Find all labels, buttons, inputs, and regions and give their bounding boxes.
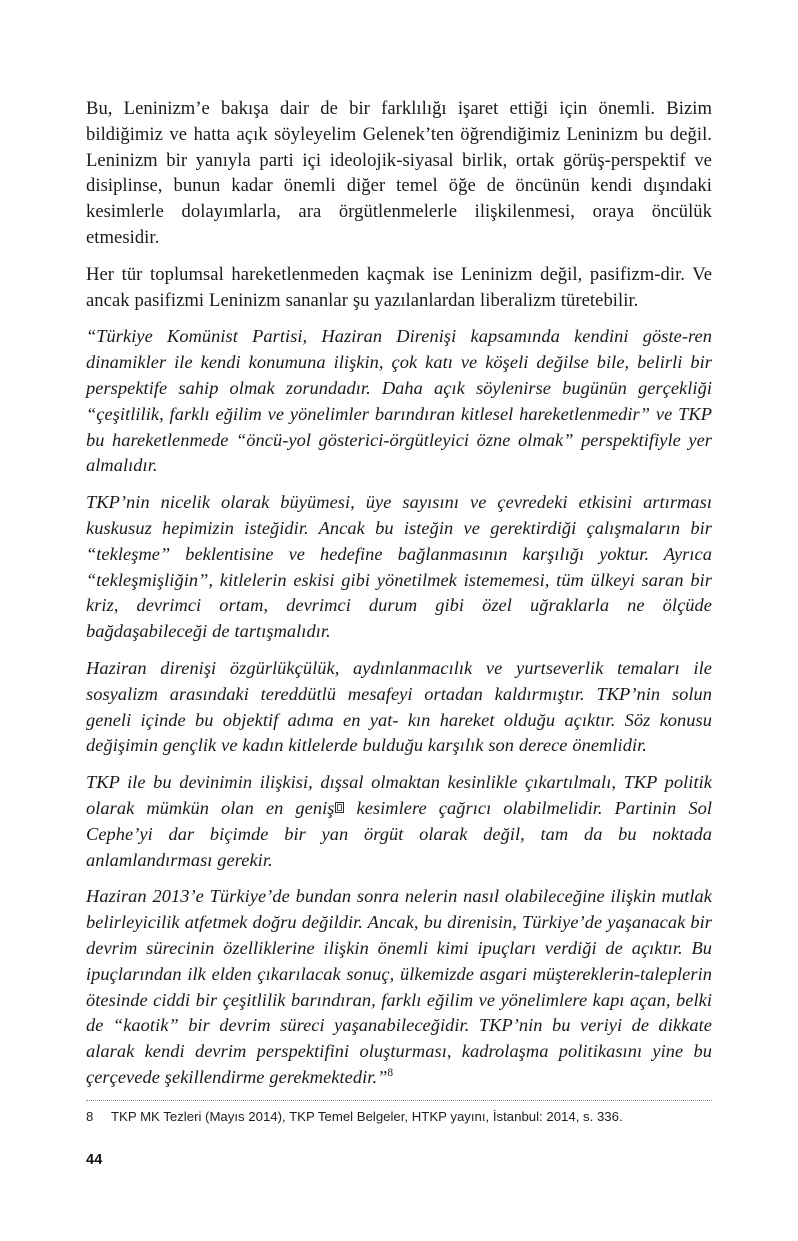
page-body-text	[86, 96, 712, 1091]
footnote-reference-marker[interactable]: 8	[387, 1066, 394, 1079]
quote-paragraph-3: Haziran direnişi özgürlükçülük, aydınlanmacılık ve yurtseverlik temaları ile sosyalizm arasındaki tereddütlü mesafeyi ortadan kaldırmıştır. TKP’nin solun geneli içinde bu objektif adıma en yat- kın hareket olduğu açıktır. Söz konusu değişimin gençlik ve kadın kitlelerde bulduğu karşılık son derece önemlidir.	[86, 657, 712, 756]
paragraph-1: Bu, Leninizm’e bakışa dair de bir farklılığı işaret ettiği için önemli. Bizim bildiğimiz ve hatta açık söyleyelim Gelenek’ten öğrendiğimiz Leninizm bu değil. Leninizm bir yanıyla parti içi ideolojik-siyasal birlik, ortak görüş-perspektif ve disiplinse, bunun kadar önemli diğer temel öğe de öncünün kendi dışındaki kesimlerle dolayımlarla, ara örgütlenmelerle ilişkilenmesi, oraya öncülük etmesidir.	[86, 98, 712, 248]
quote-paragraph-4-before-glyph: TKP ile bu devinimin ilişkisi, dışsal olmaktan kesinlikle çıkartılmalı, TKP politik olarak mümkün olan en geniş	[86, 772, 712, 818]
quote-paragraph-5	[86, 884, 712, 1090]
missing-glyph-icon	[335, 802, 344, 813]
footnote-entry	[86, 1108, 712, 1125]
footnote-separator-rule	[86, 1100, 712, 1102]
quote-paragraph-4-after-glyph: kesimlere çağrıcı olabilmelidir. Partinin Sol Cephe’yi dar biçimde bir yan örgüt olarak değil, tam da bu noktada anlamlandırması gerekir.	[86, 797, 712, 870]
footnote-number: 8	[86, 1109, 94, 1124]
quote-paragraph-1: “Türkiye Komünist Partisi, Haziran Direnişi kapsamında kendini göste-ren dinamikler ile kendi konumuna ilişkin, çok katı ve köşeli değilse bile, belirli bir perspektife sahip olmak zorundadır. Daha açık söylenirse bugünün gerçekliği “çeşitlilik, farklı eğilim ve yönelimler barındıran kitlesel hareketlenmedir” ve TKP bu hareketlenmede “öncü-yol gösterici-örgütleyici özne olmak” perspektifiyle yer almalıdır.	[86, 326, 712, 476]
page-number: 44	[86, 1152, 103, 1168]
quote-paragraph-4	[86, 770, 712, 873]
quote-paragraph-5-text: Haziran 2013’e Türkiye’de bundan sonra nelerin nasıl olabileceğine ilişkin mutlak belirleyicilik atfetmek doğru değildir. Ancak, bu direnisin, Türkiye’de yaşanacak bir devrim sürecinin özelliklerine ilişkin önemli kimi ipuçları verdiği de açıktır. Bu ipuçlarından ilk elden çıkarılacak sonuç, ülkemizde asgari müştereklerin-taleplerin ötesinde ciddi bir çeşitlilik barındıran, farklı eğilim ve yönelimlere kapı açan, belki de “kaotik” bir devrim süreci yaşanabileceğidir. TKP’nin bu veriyi de dikkate alarak kendi devrim perspektifini oluşturması, kadrolaşma politikasını yine bu çerçevede şekillendirme gerekmektedir.”	[86, 886, 712, 1087]
quote-paragraph-2: TKP’nin nicelik olarak büyümesi, üye sayısını ve çevredeki etkisini artırması kuskusuz hepimizin isteğidir. Ancak bu isteğin ve gerektirdiği çalışmaların bir “tekleşme” beklentisine ve hedefine bağlanmasının karşılığı yoktur. Ayrıca “tekleşmişliğin”, kitlelerin eskisi gibi yönetilmek istememesi, tüm ülkeyi saran bir kriz, devrimci ortam, devrimci durum gibi özel uğraklarla ne ölçüde bağdaşabileceği de tartışmalıdır.	[86, 492, 712, 642]
footnote-text: TKP MK Tezleri (Mayıs 2014), TKP Temel Belgeler, HTKP yayını, İstanbul: 2014, s. 336.	[111, 1109, 623, 1124]
paragraph-2: Her tür toplumsal hareketlenmeden kaçmak ise Leninizm değil, pasifizm-dir. Ve ancak pasifizmi Leninizm sananlar şu yazılanlardan liberalizm türetebilir.	[86, 263, 712, 311]
footnote-area	[86, 1100, 712, 1125]
